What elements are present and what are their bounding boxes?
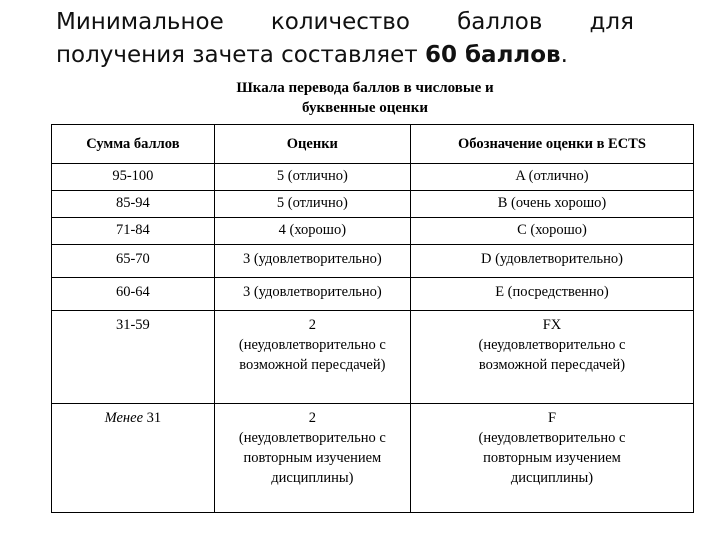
ects-line: (неудовлетворительно с: [478, 337, 626, 353]
score-cell: 31-59: [52, 311, 215, 404]
intro-text: [56, 6, 634, 72]
intro-word: баллов: [457, 9, 543, 35]
intro-line-1: [56, 6, 634, 39]
intro-word: количество: [270, 9, 410, 35]
ects-line: (неудовлетворительно с: [478, 430, 626, 446]
table-caption: [200, 78, 530, 118]
passing-score: 60 баллов: [424, 42, 561, 68]
caption-line: Шкала перевода баллов в числовые и: [236, 80, 494, 96]
grade-line: повторным изучением: [243, 450, 382, 466]
score-cell: 71-84: [52, 218, 215, 245]
score-cell: 60-64: [52, 278, 215, 311]
grade-line: (неудовлетворительно с: [238, 430, 386, 446]
grade-cell: 3 (удовлетворительно): [214, 278, 410, 311]
score-cell: 65-70: [52, 245, 215, 278]
intro-word: для: [589, 9, 634, 35]
caption-line: буквенные оценки: [302, 100, 428, 116]
table-row: [52, 278, 694, 311]
score-value: 31: [143, 410, 162, 426]
grade-cell: 5 (отлично): [214, 164, 410, 191]
table-row: [52, 218, 694, 245]
intro-word: Минимальное: [56, 9, 224, 35]
intro-text-part: получения зачета составляет: [56, 42, 425, 68]
score-cell: [52, 404, 215, 513]
ects-cell: D (удовлетворительно): [410, 245, 693, 278]
table-row: [52, 191, 694, 218]
grade-cell: [214, 311, 410, 404]
ects-cell: A (отлично): [410, 164, 693, 191]
ects-cell: E (посредственно): [410, 278, 693, 311]
ects-line: повторным изучением: [483, 450, 621, 466]
ects-line: дисциплины): [510, 470, 594, 486]
header-grade: Оценки: [214, 125, 410, 164]
ects-cell: B (очень хорошо): [410, 191, 693, 218]
grade-line: 2: [308, 410, 316, 426]
ects-cell: C (хорошо): [410, 218, 693, 245]
header-ects: Обозначение оценки в ECTS: [410, 125, 693, 164]
grade-line: дисциплины): [271, 470, 354, 486]
ects-cell: [410, 311, 693, 404]
grade-cell: 3 (удовлетворительно): [214, 245, 410, 278]
grade-cell: 4 (хорошо): [214, 218, 410, 245]
grade-line: (неудовлетворительно с: [238, 337, 386, 353]
intro-line-2: [56, 39, 634, 72]
table-row: [52, 404, 694, 513]
table-row: [52, 311, 694, 404]
table-row: [52, 164, 694, 191]
grading-scale-table: [51, 124, 694, 513]
ects-line: FX: [542, 317, 562, 333]
grade-cell: [214, 404, 410, 513]
ects-line: возможной пересдачей): [478, 357, 626, 373]
grade-line: 2: [308, 317, 316, 333]
score-cell: 85-94: [52, 191, 215, 218]
ects-line: F: [547, 410, 557, 426]
intro-text-part: .: [560, 42, 568, 68]
table-row: [52, 245, 694, 278]
grade-cell: 5 (отлично): [214, 191, 410, 218]
header-score-sum: Сумма баллов: [52, 125, 215, 164]
score-prefix: Менее: [104, 410, 143, 426]
ects-cell: [410, 404, 693, 513]
score-cell: 95-100: [52, 164, 215, 191]
grade-line: возможной пересдачей): [239, 357, 386, 373]
table-header-row: [52, 125, 694, 164]
